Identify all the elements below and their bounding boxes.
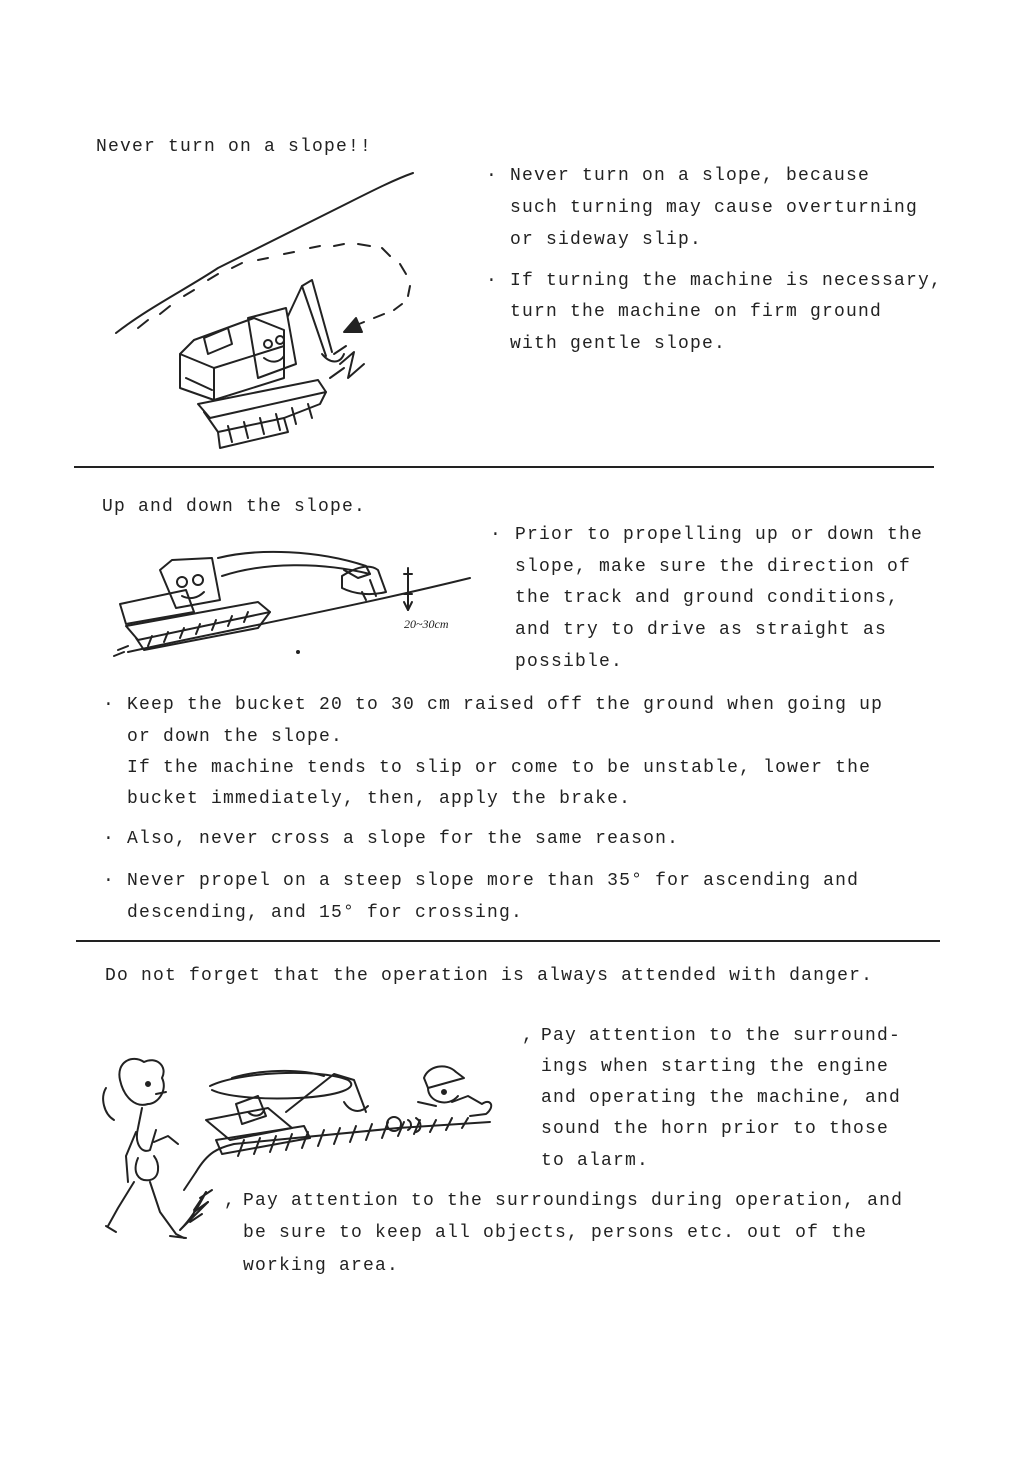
section1-bullet2-line1: If turning the machine is necessary, bbox=[510, 271, 943, 291]
section2-right-line1: Prior to propelling up or down the bbox=[515, 525, 924, 545]
section2-bullet3-line2: descending, and 15° for crossing. bbox=[127, 903, 524, 923]
section-divider bbox=[74, 466, 934, 468]
section2-bullet1-line4: bucket immediately, then, apply the brake. bbox=[127, 789, 632, 809]
bullet-mark: , bbox=[522, 1026, 535, 1046]
section2-bullet1-line3: If the machine tends to slip or come to be unstable, lower the bbox=[127, 758, 872, 778]
section2-heading: Up and down the slope. bbox=[102, 497, 367, 517]
section3-bullet1-line2: ings when starting the engine bbox=[541, 1057, 890, 1077]
bullet-mark: · bbox=[486, 166, 499, 186]
section2-right-line4: and try to drive as straight as bbox=[515, 620, 888, 640]
section2-right-line3: the track and ground conditions, bbox=[515, 588, 900, 608]
section2-bullet3-line1: Never propel on a steep slope more than 35° for ascending and bbox=[127, 871, 860, 891]
bullet-mark: · bbox=[486, 271, 499, 291]
section3-bullet2-line3: working area. bbox=[243, 1256, 400, 1276]
section1-heading: Never turn on a slope!! bbox=[96, 137, 373, 157]
section3-bullet2-line2: be sure to keep all objects, persons etc. out of the bbox=[243, 1223, 868, 1243]
bullet-mark: · bbox=[103, 871, 116, 891]
section3-bullet1-line1: Pay attention to the surround- bbox=[541, 1026, 902, 1046]
section3-bullet2-line1: Pay attention to the surroundings during operation, and bbox=[243, 1191, 904, 1211]
bullet-mark: · bbox=[103, 829, 116, 849]
section1-bullet1-line1: Never turn on a slope, because bbox=[510, 166, 871, 186]
slope-travel-illustration bbox=[108, 540, 488, 670]
bucket-height-label: 20~30cm bbox=[404, 617, 449, 631]
section2-bullet1-line1: Keep the bucket 20 to 30 cm raised off the ground when going up bbox=[127, 695, 884, 715]
section-divider bbox=[76, 940, 940, 942]
section2-bullet1-line2: or down the slope. bbox=[127, 727, 344, 747]
section3-bullet1-line5: to alarm. bbox=[541, 1151, 650, 1171]
section2-right-line5: possible. bbox=[515, 652, 624, 672]
section1-bullet2-line2: turn the machine on firm ground bbox=[510, 302, 883, 322]
section1-bullet2-line3: with gentle slope. bbox=[510, 334, 727, 354]
bullet-mark: · bbox=[103, 695, 116, 715]
section2-bullet2-line1: Also, never cross a slope for the same reason. bbox=[127, 829, 680, 849]
section3-heading: Do not forget that the operation is always attended with danger. bbox=[105, 966, 874, 986]
section3-bullet1-line3: and operating the machine, and bbox=[541, 1088, 902, 1108]
bullet-mark: , bbox=[224, 1191, 237, 1211]
slope-turning-illustration bbox=[108, 168, 438, 458]
section1-bullet1-line2: such turning may cause overturning bbox=[510, 198, 919, 218]
section3-bullet1-line4: sound the horn prior to those bbox=[541, 1119, 890, 1139]
bullet-mark: · bbox=[490, 525, 503, 545]
section1-bullet1-line3: or sideway slip. bbox=[510, 230, 703, 250]
section2-right-line2: slope, make sure the direction of bbox=[515, 557, 912, 577]
